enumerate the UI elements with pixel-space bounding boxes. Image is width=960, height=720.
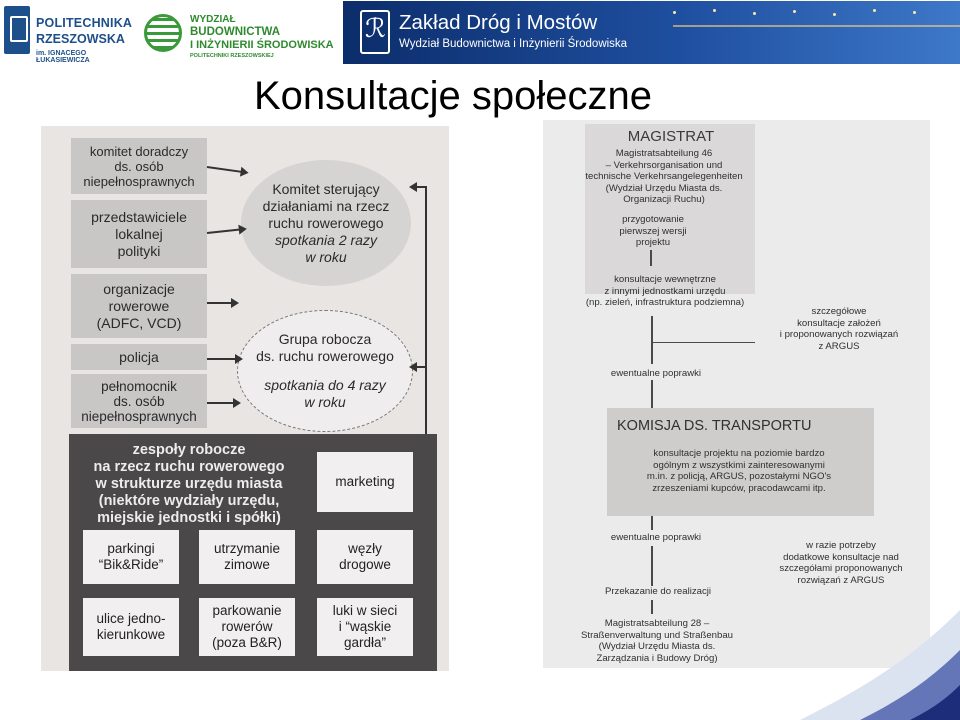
logo-line: I INŻYNIERII ŚRODOWISKA (190, 39, 334, 51)
stakeholder-box (71, 274, 207, 338)
logo-line: WYDZIAŁ (190, 14, 236, 25)
heading-line: (niektóre wydziały urzędu, (98, 493, 280, 509)
team-box (317, 530, 413, 584)
stakeholder-box (71, 138, 207, 194)
corrections-label: ewentualne poprawki (610, 532, 702, 543)
text-line: (Wydział Urzędu Miasta ds. (598, 641, 716, 652)
box-line: pełnomocnik (101, 378, 177, 394)
box-line: ds. osób (113, 393, 165, 409)
text-line: – Verkehrsorganisation und (605, 159, 723, 171)
heading-line: miejskie jednostki i spółki) (97, 510, 281, 526)
text-line: m.in. z policją, ARGUS, pozostałymi NGO's (646, 471, 832, 482)
arrow (207, 358, 241, 360)
text-line: i proponowanych rozwiązań (779, 329, 899, 340)
faculty-logo (140, 0, 340, 64)
logo-line: im. IGNACEGO ŁUKASIEWICZA (36, 50, 90, 64)
bridge-decoration (673, 25, 960, 39)
flow-line (651, 316, 653, 364)
ellipse-line: ds. ruchu rowerowego (256, 348, 394, 364)
box-line: rowerowe (108, 297, 170, 314)
arrow (207, 302, 237, 304)
ellipse-line: działaniami na rzecz (262, 197, 390, 214)
text-line: (Wydział Urzędu Miasta ds. (605, 182, 723, 194)
decorative-swoosh (800, 600, 960, 720)
arrow (207, 228, 245, 234)
heading-line: w strukturze urzędu miasta (95, 476, 283, 492)
team-line: gardła” (343, 635, 386, 650)
university-shield-icon (4, 6, 30, 54)
box-line: ds. osób (114, 158, 164, 174)
ellipse-line: spotkania 2 razy (275, 231, 377, 248)
text-line: zrzeszeniami kupców, pracodawcami itp. (652, 482, 826, 494)
prepare-step (583, 214, 723, 249)
text-line: rozwiązań z ARGUS (797, 574, 885, 586)
team-box (317, 452, 413, 512)
team-line: parkowanie (212, 603, 282, 618)
handover-step: Przekazanie do realizacji (604, 586, 712, 597)
argus-consult-step (763, 306, 915, 352)
team-line: parkingi (107, 541, 155, 556)
text-line: pierwszej wersji (619, 225, 687, 237)
header-banner (343, 1, 960, 64)
text-line: Magistratsabteilung 46 (615, 148, 713, 159)
box-line: policja (119, 348, 159, 365)
text-line: projektu (635, 237, 671, 248)
heading-line: na rzecz ruchu rowerowego (93, 459, 285, 475)
ellipse-line: w roku (305, 248, 347, 265)
dept28-text (557, 618, 757, 664)
stakeholder-box (71, 374, 207, 428)
logo-line: RZESZOWSKA (36, 32, 125, 46)
ellipse-line: ruchu rowerowego (268, 214, 384, 231)
box-line: przedstawiciele (91, 208, 187, 225)
page-title: Konsultacje społeczne (254, 74, 653, 118)
right-diagram-photo (543, 120, 930, 668)
team-line: “Bik&Ride” (98, 557, 164, 572)
politechnika-logo (0, 0, 140, 64)
logo-line: POLITECHNIKA (36, 16, 133, 30)
team-box (83, 598, 179, 656)
text-line: Magistratsabteilung 28 – (604, 618, 710, 629)
heading-line: zespoły robocze (132, 442, 246, 458)
team-line: (poza B&R) (212, 635, 282, 650)
arrow (207, 402, 239, 404)
text-line: Organizacji Ruchu) (623, 194, 705, 205)
text-line: Straßenverwaltung und Straßenbau (581, 629, 733, 641)
logo-line: BUDOWNICTWA (190, 26, 281, 38)
ellipse-line: w roku (304, 394, 346, 410)
dept46-text (549, 148, 779, 206)
banner-title: Zakład Dróg i Mostów (399, 11, 598, 34)
department-emblem-icon (360, 10, 390, 54)
arrow (411, 186, 425, 188)
arrow (207, 166, 247, 174)
team-line: zimowe (224, 557, 270, 572)
team-line: i “wąskie (338, 619, 392, 634)
corrections-label: ewentualne poprawki (610, 368, 702, 379)
commission-title: KOMISJA DS. TRANSPORTU (617, 418, 812, 434)
flow-line (651, 516, 653, 530)
box-line: (ADFC, VCD) (96, 314, 182, 331)
steering-committee-ellipse (241, 160, 411, 286)
commission-text (621, 448, 857, 494)
team-box (317, 598, 413, 656)
box-line: lokalnej (115, 225, 163, 242)
ellipse-line: spotkania do 4 razy (264, 377, 386, 393)
flow-line (651, 380, 653, 408)
flow-line (651, 342, 755, 343)
box-line: komitet doradczy (89, 143, 189, 159)
team-line: kierunkowe (96, 627, 166, 642)
ellipse-line: Grupa robocza (278, 331, 372, 347)
stakeholder-box (71, 344, 207, 370)
text-line: dodatkowe konsultacje nad (783, 551, 899, 563)
magistrat-title: MAGISTRAT (627, 128, 715, 145)
text-line: konsultacje projektu na poziomie bardzo (653, 448, 825, 459)
banner-subtitle: Wydział Budownictwa i Inżynierii Środowiska (399, 38, 628, 50)
arrow (411, 366, 425, 368)
text-line: w razie potrzeby (806, 540, 876, 551)
box-line: niepełnosprawnych (81, 408, 197, 424)
faculty-emblem-icon (144, 14, 182, 52)
team-box (83, 530, 179, 584)
logo-line: POLITECHNIKI RZESZOWSKIEJ (190, 53, 274, 59)
text-line: szczegółami proponowanych (779, 563, 903, 574)
team-line: luki w sieci (332, 603, 398, 618)
box-line: niepełnosprawnych (83, 173, 195, 189)
text-line: konsultacje założeń (797, 317, 881, 329)
flow-line (651, 546, 653, 586)
text-line: z ARGUS (818, 340, 860, 352)
text-line: przygotowanie (622, 214, 684, 225)
connector-line (425, 186, 427, 436)
text-line: technische Verkehrsangelegenheiten (585, 171, 743, 182)
text-line: konsultacje wewnętrzne (614, 274, 716, 285)
flow-line (651, 600, 653, 614)
box-line: polityki (117, 242, 161, 259)
team-line: węzły (348, 541, 382, 556)
additional-consult-step (757, 540, 925, 586)
working-group-ellipse (237, 310, 413, 432)
team-line: utrzymanie (213, 541, 281, 556)
text-line: szczegółowe (811, 306, 867, 317)
internal-consult-step (557, 274, 773, 309)
team-box (199, 598, 295, 656)
box-line: organizacje (103, 280, 175, 297)
team-line: ulice jedno- (96, 611, 166, 626)
team-box (199, 530, 295, 584)
team-line: rowerów (221, 619, 273, 634)
teams-heading (79, 442, 299, 527)
text-line: z innymi jednostkami urzędu (604, 285, 726, 297)
left-diagram-photo (41, 126, 449, 671)
stakeholder-box (71, 200, 207, 268)
team-line: marketing (335, 474, 395, 489)
text-line: ogólnym z wszystkimi zainteresowanymi (653, 459, 825, 471)
flow-line (650, 250, 652, 266)
text-line: (np. zieleń, infrastruktura podziemna) (585, 297, 745, 308)
text-line: Zarządzania i Budowy Dróg) (596, 652, 718, 664)
team-line: drogowe (339, 557, 391, 572)
ellipse-line: Komitet sterujący (272, 180, 380, 197)
